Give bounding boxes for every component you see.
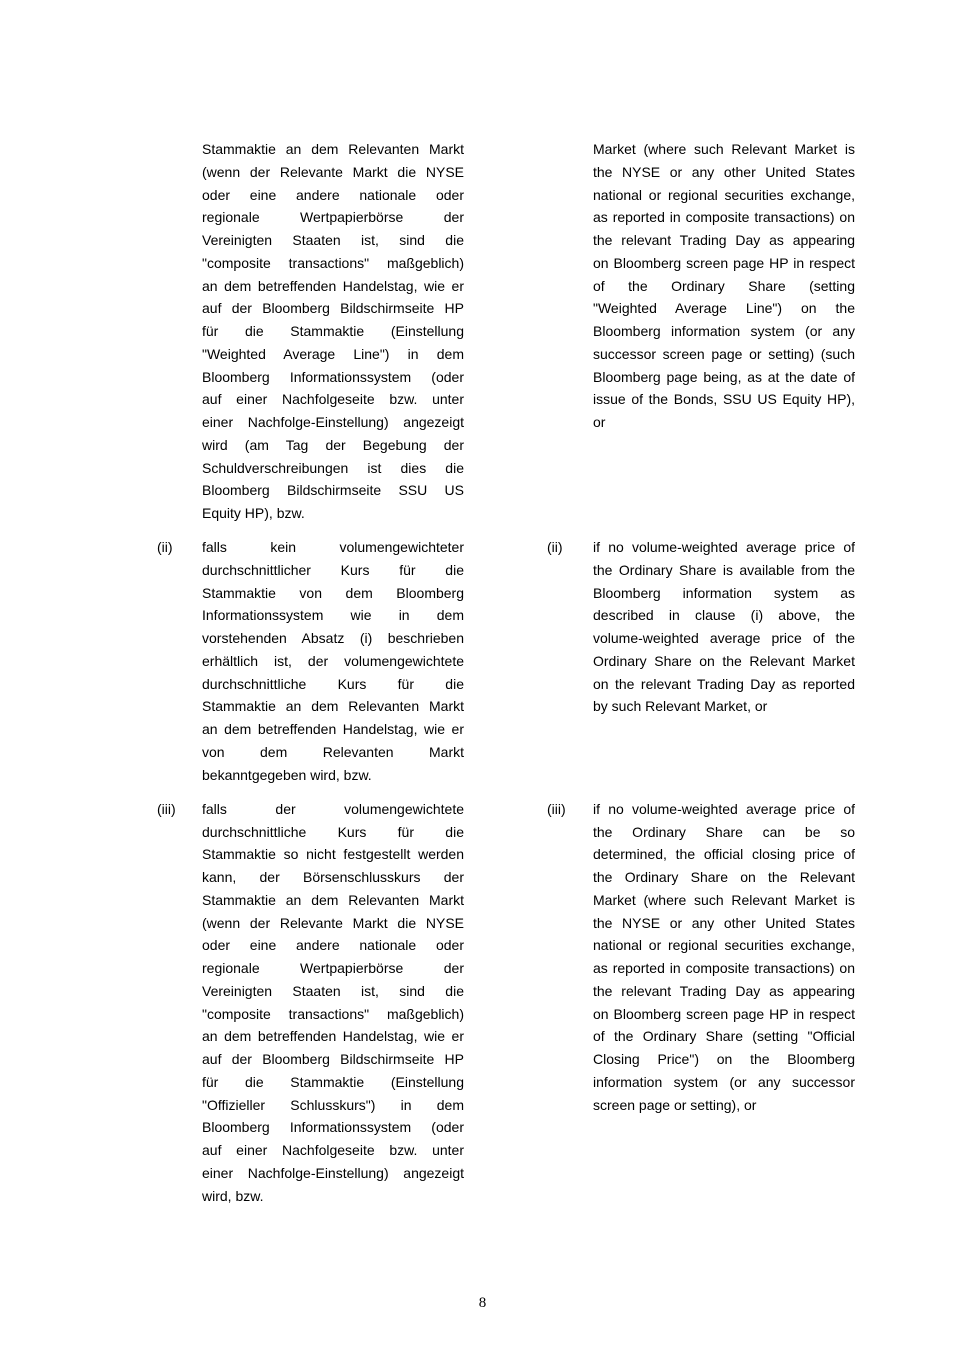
german-text-line: für die Stammaktie (Einstellung — [202, 323, 464, 339]
english-text-line: the relevant Trading Day as appearing — [593, 982, 855, 999]
german-text-line: von dem Relevanten Markt — [202, 743, 464, 760]
english-text-line: screen page or setting), or — [593, 1096, 757, 1113]
english-text-line: determined, the official closing price of — [593, 846, 855, 863]
german-text-line: Bloomberg Informationssystem (oder — [202, 1119, 464, 1136]
clause-number-en: (iii) — [547, 800, 566, 817]
clause-number-spacer — [157, 138, 202, 525]
column-gutter — [464, 798, 547, 1208]
column-gutter — [464, 138, 547, 525]
german-clause-text — [202, 138, 464, 525]
clause-ii-row — [157, 536, 855, 786]
english-text-line: described in clause (i) above, the — [593, 607, 855, 624]
two-column-clauses — [157, 138, 855, 1219]
english-text-line: the NYSE or any other United States — [593, 914, 855, 931]
german-text-line: Bloomberg Bildschirmseite SSU US — [202, 482, 464, 499]
english-clause-text — [593, 536, 855, 786]
german-text-line: an dem betreffenden Handelstag, wie er — [202, 277, 464, 294]
german-text-line: durchschnittlicher Kurs für die — [202, 561, 464, 578]
english-text-line: national or regional securities exchange, — [593, 937, 855, 954]
german-text-line: einer Nachfolge-Einstellung) angezeigt — [202, 1164, 464, 1181]
english-text-line: on Bloomberg screen page HP in respect — [593, 254, 855, 271]
german-text-line: oder eine andere nationale oder — [202, 186, 464, 203]
german-text-line: (wenn der Relevante Markt die NYSE — [202, 914, 464, 931]
german-text-line: für die Stammaktie (Einstellung — [202, 1073, 464, 1090]
english-text-line: Market (where such Relevant Market is — [593, 141, 855, 157]
german-text-line: Stammaktie so nicht festgestellt werden — [202, 846, 464, 863]
german-text-line: "Weighted Average Line") in dem — [202, 345, 464, 362]
english-text-line: Market (where such Relevant Market is — [593, 891, 855, 908]
german-text-line: Vereinigten Staaten ist, sind die — [202, 232, 464, 248]
english-text-line: if no volume-weighted average price of — [593, 800, 855, 817]
german-text-line: durchschnittliche Kurs für die — [202, 823, 464, 840]
german-text-line: wird, bzw. — [202, 1187, 264, 1204]
german-text-line: "composite transactions" maßgeblich) — [202, 1005, 464, 1022]
german-text-line: auf einer Nachfolgeseite bzw. unter — [202, 1142, 464, 1159]
german-text-line: Schuldverschreibungen ist dies die — [202, 459, 464, 476]
english-text-line: Closing Price") on the Bloomberg — [593, 1051, 855, 1068]
english-text-line: Bloomberg page being, as at the date of — [593, 368, 855, 385]
german-text-line: regionale Wertpapierbörse der — [202, 209, 464, 226]
column-gutter — [464, 536, 547, 786]
english-text-line: the Ordinary Share on the Relevant — [593, 869, 855, 886]
german-text-line: bekanntgegeben wird, bzw. — [202, 766, 372, 783]
clause-number-de: (ii) — [157, 539, 173, 556]
german-text-line: kann, der Börsenschlusskurs der — [202, 869, 464, 886]
german-text-line: Stammaktie von dem Bloomberg — [202, 584, 464, 601]
english-text-line: issue of the Bonds, SSU US Equity HP), — [593, 391, 855, 408]
german-text-line: regionale Wertpapierbörse der — [202, 960, 464, 977]
german-text-line: auf einer Nachfolgeseite bzw. unter — [202, 391, 464, 408]
english-text-line: the relevant Trading Day as appearing — [593, 232, 855, 248]
english-text-line: Bloomberg information system (or any — [593, 323, 855, 339]
german-text-line: "Offizieller Schlusskurs") in dem — [202, 1096, 464, 1113]
german-text-line: Equity HP), bzw. — [202, 505, 305, 521]
english-text-line: on Bloomberg screen page HP in respect — [593, 1005, 855, 1022]
german-text-line: erhältlich ist, der volumengewichtete — [202, 652, 464, 669]
german-text-line: durchschnittliche Kurs für die — [202, 675, 464, 692]
german-text-line: Stammaktie an dem Relevanten Markt — [202, 698, 464, 715]
clause-number-spacer — [547, 138, 593, 525]
english-text-line: successor screen page or setting) (such — [593, 345, 855, 362]
german-text-line: (wenn der Relevante Markt die NYSE — [202, 163, 464, 180]
clause-i-continuation-row — [157, 138, 855, 525]
english-text-line: as reported in composite transactions) on — [593, 960, 855, 977]
german-text-line: "composite transactions" maßgeblich) — [202, 254, 464, 271]
english-clause-text — [593, 138, 855, 525]
english-text-line: if no volume-weighted average price of — [593, 539, 855, 556]
german-text-line: falls kein volumengewichteter — [202, 539, 464, 556]
clause-number-de: (iii) — [157, 800, 176, 817]
german-clause-text — [202, 798, 464, 1208]
german-text-line: Stammaktie an dem Relevanten Markt — [202, 891, 464, 908]
german-text-line: an dem betreffenden Handelstag, wie er — [202, 1028, 464, 1045]
english-text-line: "Weighted Average Line") on the — [593, 300, 855, 317]
german-text-line: oder eine andere nationale oder — [202, 937, 464, 954]
english-text-line: of the Ordinary Share (setting — [593, 277, 855, 294]
german-clause-text — [202, 536, 464, 786]
german-text-line: einer Nachfolge-Einstellung) angezeigt — [202, 414, 464, 430]
english-text-line: as reported in composite transactions) on — [593, 209, 855, 226]
english-text-line: of the Ordinary Share (setting "Official — [593, 1028, 855, 1045]
german-text-line: Vereinigten Staaten ist, sind die — [202, 982, 464, 999]
clause-iii-row — [157, 798, 855, 1208]
english-text-line: the NYSE or any other United States — [593, 163, 855, 180]
english-text-line: the Ordinary Share can be so — [593, 823, 855, 840]
clause-number-en: (ii) — [547, 539, 563, 556]
english-text-line: volume-weighted average price of the — [593, 630, 855, 647]
german-text-line: Informationssystem wie in dem — [202, 607, 464, 624]
english-text-line: Bloomberg information system as — [593, 584, 855, 601]
german-text-line: wird (am Tag der Begebung der — [202, 436, 464, 453]
english-text-line: the Ordinary Share is available from the — [593, 561, 855, 578]
german-text-line: an dem betreffenden Handelstag, wie er — [202, 721, 464, 738]
german-text-line: Stammaktie an dem Relevanten Markt — [202, 141, 464, 157]
german-text-line: auf der Bloomberg Bildschirmseite HP — [202, 300, 464, 317]
english-text-line: national or regional securities exchange, — [593, 186, 855, 203]
english-text-line: on the relevant Trading Day as reported — [593, 675, 855, 692]
english-text-line: by such Relevant Market, or — [593, 698, 768, 715]
german-text-line: auf der Bloomberg Bildschirmseite HP — [202, 1051, 464, 1068]
english-text-line: Ordinary Share on the Relevant Market — [593, 652, 855, 669]
page-number: 8 — [478, 1295, 487, 1311]
german-text-line: falls der volumengewichtete — [202, 800, 464, 817]
german-text-line: vorstehenden Absatz (i) beschrieben — [202, 630, 464, 647]
english-clause-text — [593, 798, 855, 1208]
english-text-line: or — [593, 414, 606, 430]
english-text-line: information system (or any successor — [593, 1073, 855, 1090]
german-text-line: Bloomberg Informationssystem (oder — [202, 368, 464, 385]
